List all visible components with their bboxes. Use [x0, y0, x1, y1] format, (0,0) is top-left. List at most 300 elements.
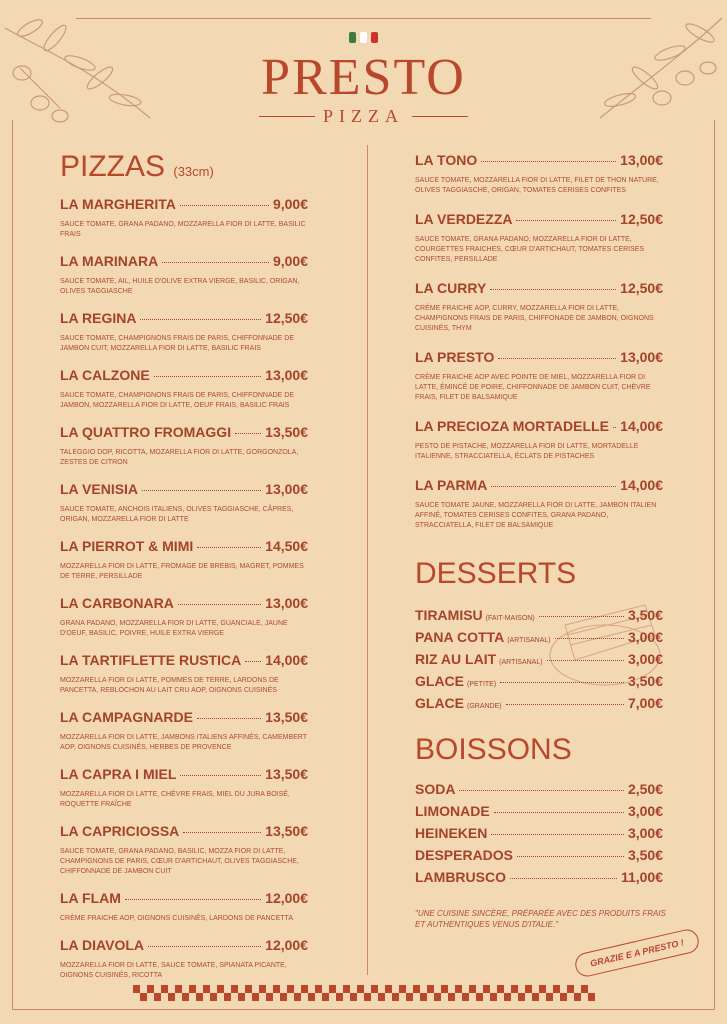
- checker-cell: [140, 993, 147, 1001]
- menu-item-header: [60, 367, 308, 383]
- menu-item-price: 13,00€: [620, 152, 663, 168]
- menu-item: [415, 349, 663, 403]
- checker-cell: [385, 985, 392, 993]
- checker-cell: [441, 985, 448, 993]
- checker-cell: [154, 993, 161, 1001]
- menu-item-description: SAUCE TOMATE, CHAMPIGNONS FRAIS DE PARIS, CHIFFONNADE DE JAMBON, MOZZARELLA FIOR DI LATTE, OEUF FRAIS, BASILIC FRAIS: [60, 392, 295, 409]
- checker-cell: [189, 985, 196, 993]
- drink-name: SODA: [415, 781, 456, 797]
- menu-item: [60, 709, 308, 753]
- drink-name: LIMONADE: [415, 803, 490, 819]
- dessert-price: 3,00€: [627, 629, 663, 645]
- checker-cell: [133, 993, 140, 1001]
- drink-price: 3,00€: [627, 803, 663, 819]
- menu-item-description: SAUCE TOMATE, GRANA PADANO, BASILIC, MOZZA FIOR DI LATTE, CHAMPIGNONS DE PARIS, CŒUR D'ARTICHAUT, OLIVES TAGGIASCHE, CHIFFONNADE DE JAMBON CUIT: [60, 848, 299, 875]
- checker-cell: [371, 993, 378, 1001]
- menu-item: [60, 310, 308, 354]
- pizzas-title-text: PIZZAS: [60, 150, 166, 183]
- checker-cell: [343, 985, 350, 993]
- dot-leader: [148, 946, 261, 947]
- checker-cell: [546, 985, 553, 993]
- menu-item-description: SAUCE TOMATE, AIL, HUILE D'OLIVE EXTRA VIERGE, BASILIC, ORIGAN, OLIVES TAGGIASCHE: [60, 278, 300, 295]
- menu-item-price: 9,00€: [272, 253, 308, 269]
- menu-item-name: LA MARINARA: [60, 253, 159, 269]
- menu-item-header: [415, 211, 663, 227]
- checker-cell: [196, 985, 203, 993]
- checker-cell: [434, 993, 441, 1001]
- checker-cell: [196, 993, 203, 1001]
- menu-item-description: MOZZARELLA FIOR DI LATTE, FROMAGE DE BREBIS, MAGRET, POMMES DE TERRE, PERSILLADE: [60, 563, 304, 580]
- checker-cell: [329, 993, 336, 1001]
- menu-item-header: [60, 937, 308, 953]
- menu-item-header: [60, 823, 308, 839]
- checker-cell: [497, 985, 504, 993]
- drink-name: LAMBRUSCO: [415, 869, 506, 885]
- drink-item: [415, 869, 663, 885]
- menu-item-header: [60, 709, 308, 725]
- checker-cell: [301, 993, 308, 1001]
- checker-cell: [252, 985, 259, 993]
- checker-cell: [252, 993, 259, 1001]
- menu-item-price: 9,00€: [272, 196, 308, 212]
- checker-cell: [168, 993, 175, 1001]
- checker-cell: [217, 985, 224, 993]
- dot-leader: [498, 358, 616, 359]
- checker-cell: [490, 993, 497, 1001]
- checker-cell: [147, 993, 154, 1001]
- menu-item-name: LA CALZONE: [60, 367, 150, 383]
- checker-cell: [189, 993, 196, 1001]
- menu-item-name: LA CAMPAGNARDE: [60, 709, 193, 725]
- subtitle-rule-left: [259, 116, 315, 117]
- checker-cell: [357, 985, 364, 993]
- menu-item-header: [60, 652, 308, 668]
- dessert-note: (FAIT-MAISON): [485, 615, 535, 622]
- dot-leader: [459, 790, 624, 791]
- menu-item-description: PESTO DE PISTACHE, MOZZARELLA FIOR DI LATTE, MORTADELLE ITALIENNE, STRACCIATELLA, ÉCLATS DE PISTACHES: [415, 443, 639, 460]
- tiramisu-illustration-icon: [545, 565, 665, 695]
- menu-item: [60, 367, 308, 411]
- pizzas-size: (33cm): [173, 164, 214, 179]
- checker-cell: [357, 993, 364, 1001]
- menu-item-price: 14,00€: [265, 652, 308, 668]
- subtitle-rule-right: [412, 116, 468, 117]
- menu-item-header: [415, 418, 663, 434]
- checker-cell: [455, 993, 462, 1001]
- menu-item-name: LA REGINA: [60, 310, 137, 326]
- menu-item-price: 14,00€: [620, 477, 663, 493]
- dessert-note: (GRANDE): [467, 703, 502, 710]
- drink-price: 11,00€: [620, 869, 663, 885]
- checker-cell: [525, 993, 532, 1001]
- menu-item-description: MOZZARELLA FIOR DI LATTE, JAMBONS ITALIENS AFFINÉS, CAMEMBERT AOP, OIGNONS CUISINÉS, HERBES DE PROVENCE: [60, 734, 307, 751]
- checker-cell: [406, 985, 413, 993]
- menu-item-description: GRANA PADANO, MOZZARELLA FIOR DI LATTE, GUANCIALE, JAUNE D'OEUF, BASILIC, POIVRE, HUILE EXTRA VIERGE: [60, 620, 288, 637]
- checker-cell: [406, 993, 413, 1001]
- dot-leader: [491, 486, 616, 487]
- checker-cell: [469, 993, 476, 1001]
- menu-item-price: 13,50€: [265, 766, 308, 782]
- checker-cell: [231, 985, 238, 993]
- dot-leader: [178, 604, 261, 605]
- menu-item-description: CRÈME FRAICHE AOP AVEC POINTE DE MIEL, MOZZARELLA FIOR DI LATTE, ÉMINCÉ DE POIRE, CHIFFONNADE DE JAMBON CUIT, CHÈVRE FRAIS, FILET DE BALSAMIQUE: [415, 374, 651, 401]
- column-divider: [367, 145, 368, 975]
- flag-red: [371, 32, 378, 43]
- menu-item: [415, 477, 663, 531]
- pizza-list-right: [415, 152, 663, 531]
- checker-cell: [203, 985, 210, 993]
- quote-text: "UNE CUISINE SINCÈRE, PRÉPARÉE AVEC DES PRODUITS FRAIS ET AUTHENTIQUES VENUS D'ITALIE.": [415, 909, 666, 929]
- checker-cell: [287, 985, 294, 993]
- checker-cell: [231, 993, 238, 1001]
- checker-cell: [497, 993, 504, 1001]
- checker-cell: [539, 985, 546, 993]
- menu-item-price: 13,00€: [265, 595, 308, 611]
- checker-cell: [427, 993, 434, 1001]
- checkered-border: [133, 985, 595, 1001]
- dot-leader: [490, 289, 616, 290]
- checker-cell: [266, 985, 273, 993]
- menu-item-price: 12,50€: [265, 310, 308, 326]
- checker-cell: [280, 985, 287, 993]
- menu-item: [60, 481, 308, 525]
- checker-cell: [161, 993, 168, 1001]
- checker-cell: [217, 993, 224, 1001]
- checker-cell: [147, 985, 154, 993]
- menu-item-description: MOZZARELLA FIOR DI LATTE, SAUCE TOMATE, SPIANATA PICANTE, OIGNONS CUISINÉS, RICOTTA: [60, 962, 287, 979]
- menu-item-name: LA VENISIA: [60, 481, 139, 497]
- menu-item-header: [60, 424, 308, 440]
- checker-cell: [504, 993, 511, 1001]
- checker-cell: [588, 993, 595, 1001]
- drink-price: 3,50€: [627, 847, 663, 863]
- menu-item-name: LA VERDEZZA: [415, 211, 513, 227]
- menu-item-description: MOZZARELLA FIOR DI LATTE, POMMES DE TERRE, LARDONS DE PANCETTA, REBLOCHON AU LAIT CRU AOP, OIGNONS CUISINÉS: [60, 677, 279, 694]
- checker-cell: [280, 993, 287, 1001]
- menu-item-header: [415, 477, 663, 493]
- dot-leader: [154, 376, 261, 377]
- dot-leader: [197, 718, 261, 719]
- drink-name: DESPERADOS: [415, 847, 514, 863]
- menu-item: [60, 652, 308, 696]
- dot-leader: [517, 856, 624, 857]
- menu-item: [60, 766, 308, 810]
- menu-item-price: 12,50€: [620, 211, 663, 227]
- pizza-list-left: [60, 196, 308, 981]
- menu-item-price: 12,00€: [265, 890, 308, 906]
- checker-cell: [315, 993, 322, 1001]
- dot-leader: [140, 319, 261, 320]
- checker-cell: [413, 993, 420, 1001]
- dot-leader: [142, 490, 261, 491]
- checker-cell: [175, 985, 182, 993]
- boissons-title: BOISSONS: [415, 733, 572, 766]
- menu-item-name: LA PRESTO: [415, 349, 495, 365]
- dot-leader: [481, 161, 616, 162]
- checker-cell: [532, 993, 539, 1001]
- checker-cell: [462, 985, 469, 993]
- menu-item-header: [60, 595, 308, 611]
- menu-item-name: LA FLAM: [60, 890, 121, 906]
- checker-cell: [574, 993, 581, 1001]
- checker-cell: [322, 993, 329, 1001]
- checker-cell: [140, 985, 147, 993]
- menu-item-description: SAUCE TOMATE, GRANA PADANO, MOZZARELLA FIOR DI LATTE, COURGETTES FRAICHES, CŒUR D'ARTICHAUT, TOMATES CERISES CONFITES, PERSILLADE: [415, 236, 645, 263]
- checker-cell: [336, 985, 343, 993]
- dessert-price: 7,00€: [627, 695, 663, 711]
- checker-cell: [350, 985, 357, 993]
- menu-item-name: LA DIAVOLA: [60, 937, 144, 953]
- menu-item: [415, 280, 663, 334]
- checker-cell: [392, 993, 399, 1001]
- menu-item-name: LA QUATTRO FROMAGGI: [60, 424, 232, 440]
- menu-item: [415, 211, 663, 265]
- menu-item: [60, 937, 308, 981]
- dot-leader: [245, 661, 261, 662]
- checker-cell: [511, 993, 518, 1001]
- checker-cell: [455, 985, 462, 993]
- checker-cell: [245, 985, 252, 993]
- dessert-name: GLACE: [415, 673, 464, 689]
- menu-item-price: 13,00€: [620, 349, 663, 365]
- checker-cell: [294, 985, 301, 993]
- checker-cell: [385, 993, 392, 1001]
- checker-cell: [560, 993, 567, 1001]
- drink-price: 3,00€: [627, 825, 663, 841]
- menu-item: [60, 424, 308, 468]
- checker-cell: [336, 993, 343, 1001]
- menu-item-name: LA CURRY: [415, 280, 487, 296]
- drink-price: 2,50€: [627, 781, 663, 797]
- checker-cell: [539, 993, 546, 1001]
- menu-item-price: 13,50€: [265, 823, 308, 839]
- menu-item: [415, 418, 663, 462]
- dot-leader: [197, 547, 261, 548]
- checker-cell: [420, 985, 427, 993]
- desserts-title: DESSERTS: [415, 557, 577, 590]
- menu-item-header: [60, 538, 308, 554]
- checker-cell: [266, 993, 273, 1001]
- dessert-item: [415, 695, 663, 711]
- drink-name: HEINEKEN: [415, 825, 488, 841]
- checker-cell: [364, 985, 371, 993]
- dot-leader: [180, 205, 269, 206]
- checker-cell: [427, 985, 434, 993]
- checker-cell: [315, 985, 322, 993]
- checker-cell: [133, 985, 140, 993]
- menu-item-price: 14,00€: [620, 418, 663, 434]
- menu-item-name: LA MARGHERITA: [60, 196, 176, 212]
- checker-cell: [301, 985, 308, 993]
- checker-cell: [462, 993, 469, 1001]
- dessert-note: (ARTISANAL): [499, 659, 543, 666]
- menu-item-header: [60, 196, 308, 212]
- menu-item-description: SAUCE TOMATE, GRANA PADANO, MOZZARELLA FIOR DI LATTE, BASILIC FRAIS: [60, 221, 306, 238]
- checker-cell: [525, 985, 532, 993]
- menu-item: [60, 823, 308, 877]
- menu-item-name: LA TONO: [415, 152, 478, 168]
- drink-item: [415, 825, 663, 841]
- checker-cell: [399, 985, 406, 993]
- dot-leader: [510, 878, 617, 879]
- menu-item-name: LA TARTIFLETTE RUSTICA: [60, 652, 242, 668]
- menu-item-header: [415, 152, 663, 168]
- checker-cell: [511, 985, 518, 993]
- dot-leader: [491, 834, 624, 835]
- menu-item-description: SAUCE TOMATE, MOZZARELLA FIOR DI LATTE, FILET DE THON NATURE, OLIVES TAGGIASCHE, ORIGAN, TOMATES CERISES CONFITES: [415, 177, 659, 194]
- dessert-name: GLACE: [415, 695, 464, 711]
- menu-item-name: LA PIERROT & MIMI: [60, 538, 194, 554]
- checker-cell: [259, 993, 266, 1001]
- checker-cell: [329, 985, 336, 993]
- dessert-note: (ARTISANAL): [507, 637, 551, 644]
- menu-item-price: 12,00€: [265, 937, 308, 953]
- pizzas-column-left: [60, 150, 308, 994]
- checker-cell: [224, 985, 231, 993]
- checker-cell: [518, 985, 525, 993]
- dot-leader: [613, 427, 616, 428]
- checker-cell: [273, 993, 280, 1001]
- menu-item-price: 13,00€: [265, 481, 308, 497]
- menu-item: [60, 196, 308, 240]
- checker-cell: [259, 985, 266, 993]
- checker-cell: [378, 985, 385, 993]
- menu-item-header: [415, 280, 663, 296]
- menu-item-header: [60, 890, 308, 906]
- checker-cell: [413, 985, 420, 993]
- pizzas-column-right: [415, 152, 663, 891]
- menu-item-description: CRÈME FRAICHE AOP, CURRY, MOZZARELLA FIOR DI LATTE, CHAMPIGNONS FRAIS DE PARIS, CHIFFONADE DE JAMBON, OIGNONS CUISINÉS, THYM: [415, 305, 654, 332]
- checker-cell: [504, 985, 511, 993]
- checker-cell: [553, 993, 560, 1001]
- checker-cell: [476, 993, 483, 1001]
- checker-cell: [224, 993, 231, 1001]
- checker-cell: [546, 993, 553, 1001]
- checker-cell: [420, 993, 427, 1001]
- menu-item-name: LA PARMA: [415, 477, 488, 493]
- menu-item-price: 12,50€: [620, 280, 663, 296]
- checker-cell: [343, 993, 350, 1001]
- menu-item: [60, 253, 308, 297]
- pizzas-title: [60, 150, 308, 184]
- menu-item: [60, 538, 308, 582]
- menu-item-description: MOZZARELLA FIOR DI LATTE, CHÈVRE FRAIS, MIEL DU JURA BOISÉ, ROQUETTE FRAÎCHE: [60, 791, 290, 808]
- drink-item: [415, 847, 663, 863]
- menu-item-description: TALEGGIO DOP, RICOTTA, MOZARELLA FIOR DI LATTE, GORGONZOLA, ZESTES DE CITRON: [60, 449, 299, 466]
- checker-cell: [182, 993, 189, 1001]
- brand-subtitle: [0, 106, 727, 127]
- dot-leader: [516, 220, 616, 221]
- header: [0, 28, 727, 127]
- checker-cell: [434, 985, 441, 993]
- checker-cell: [364, 993, 371, 1001]
- checker-cell: [490, 985, 497, 993]
- checker-cell: [238, 985, 245, 993]
- checker-cell: [483, 993, 490, 1001]
- dot-leader: [235, 433, 261, 434]
- checker-cell: [287, 993, 294, 1001]
- drink-list: [415, 781, 663, 885]
- menu-item-header: [60, 310, 308, 326]
- checker-cell: [175, 993, 182, 1001]
- checker-cell: [308, 985, 315, 993]
- dot-leader: [494, 812, 624, 813]
- dot-leader: [162, 262, 269, 263]
- menu-item-price: 13,50€: [265, 709, 308, 725]
- flag-white: [360, 32, 367, 43]
- checker-cell: [154, 985, 161, 993]
- checker-cell: [448, 993, 455, 1001]
- menu-item-header: [60, 766, 308, 782]
- menu-item-description: SAUCE TOMATE, CHAMPIGNONS FRAIS DE PARIS, CHIFFONNADE DE JAMBON CUIT, MOZZARELLA FIOR DI LATTE, BASILIC FRAIS: [60, 335, 295, 352]
- checker-cell: [448, 985, 455, 993]
- dessert-name: PANA COTTA: [415, 629, 505, 645]
- checker-cell: [567, 985, 574, 993]
- checker-cell: [469, 985, 476, 993]
- menu-item: [415, 152, 663, 196]
- checker-cell: [581, 985, 588, 993]
- checker-cell: [308, 993, 315, 1001]
- brand-title: PRESTO: [261, 49, 466, 106]
- menu-item-name: LA CAPRICIOSSA: [60, 823, 180, 839]
- checker-cell: [210, 985, 217, 993]
- menu-item-header: [60, 253, 308, 269]
- checker-cell: [588, 985, 595, 993]
- dessert-price: 3,50€: [627, 673, 663, 689]
- checker-cell: [560, 985, 567, 993]
- menu-item-name: LA CAPRA I MIEL: [60, 766, 177, 782]
- dessert-price: 3,00€: [627, 651, 663, 667]
- flag-green: [349, 32, 356, 43]
- checker-cell: [371, 985, 378, 993]
- italian-flag-icon: [349, 32, 378, 43]
- checker-cell: [483, 985, 490, 993]
- drink-item: [415, 803, 663, 819]
- dessert-name: RIZ AU LAIT: [415, 651, 497, 667]
- checker-cell: [532, 985, 539, 993]
- menu-item-header: [415, 349, 663, 365]
- checker-cell: [574, 985, 581, 993]
- menu-item-description: SAUCE TOMATE, ANCHOIS ITALIENS, OLIVES TAGGIASCHE, CÂPRES, ORIGAN, MOZZARELLA FIOR DI LATTE: [60, 506, 294, 523]
- menu-item-name: LA CARBONARA: [60, 595, 174, 611]
- dot-leader: [180, 775, 261, 776]
- checker-cell: [378, 993, 385, 1001]
- dot-leader: [183, 832, 261, 833]
- checker-cell: [245, 993, 252, 1001]
- checker-cell: [518, 993, 525, 1001]
- dessert-price: 3,50€: [627, 607, 663, 623]
- checker-cell: [567, 993, 574, 1001]
- checker-cell: [399, 993, 406, 1001]
- menu-item-description: CRÈME FRAICHE AOP, OIGNONS CUISINÉS, LARDONS DE PANCETTA: [60, 915, 293, 922]
- checker-cell: [294, 993, 301, 1001]
- dessert-name: TIRAMISU: [415, 607, 483, 623]
- menu-item-price: 13,00€: [265, 367, 308, 383]
- checker-cell: [322, 985, 329, 993]
- checker-cell: [238, 993, 245, 1001]
- menu-item-price: 13,50€: [265, 424, 308, 440]
- checker-cell: [581, 993, 588, 1001]
- menu-item-header: [60, 481, 308, 497]
- checker-cell: [553, 985, 560, 993]
- menu-item: [60, 595, 308, 639]
- dessert-note: (PETITE): [467, 681, 497, 688]
- menu-item: [60, 890, 308, 924]
- menu-item-price: 14,50€: [265, 538, 308, 554]
- checker-cell: [392, 985, 399, 993]
- drink-item: [415, 781, 663, 797]
- checker-cell: [203, 993, 210, 1001]
